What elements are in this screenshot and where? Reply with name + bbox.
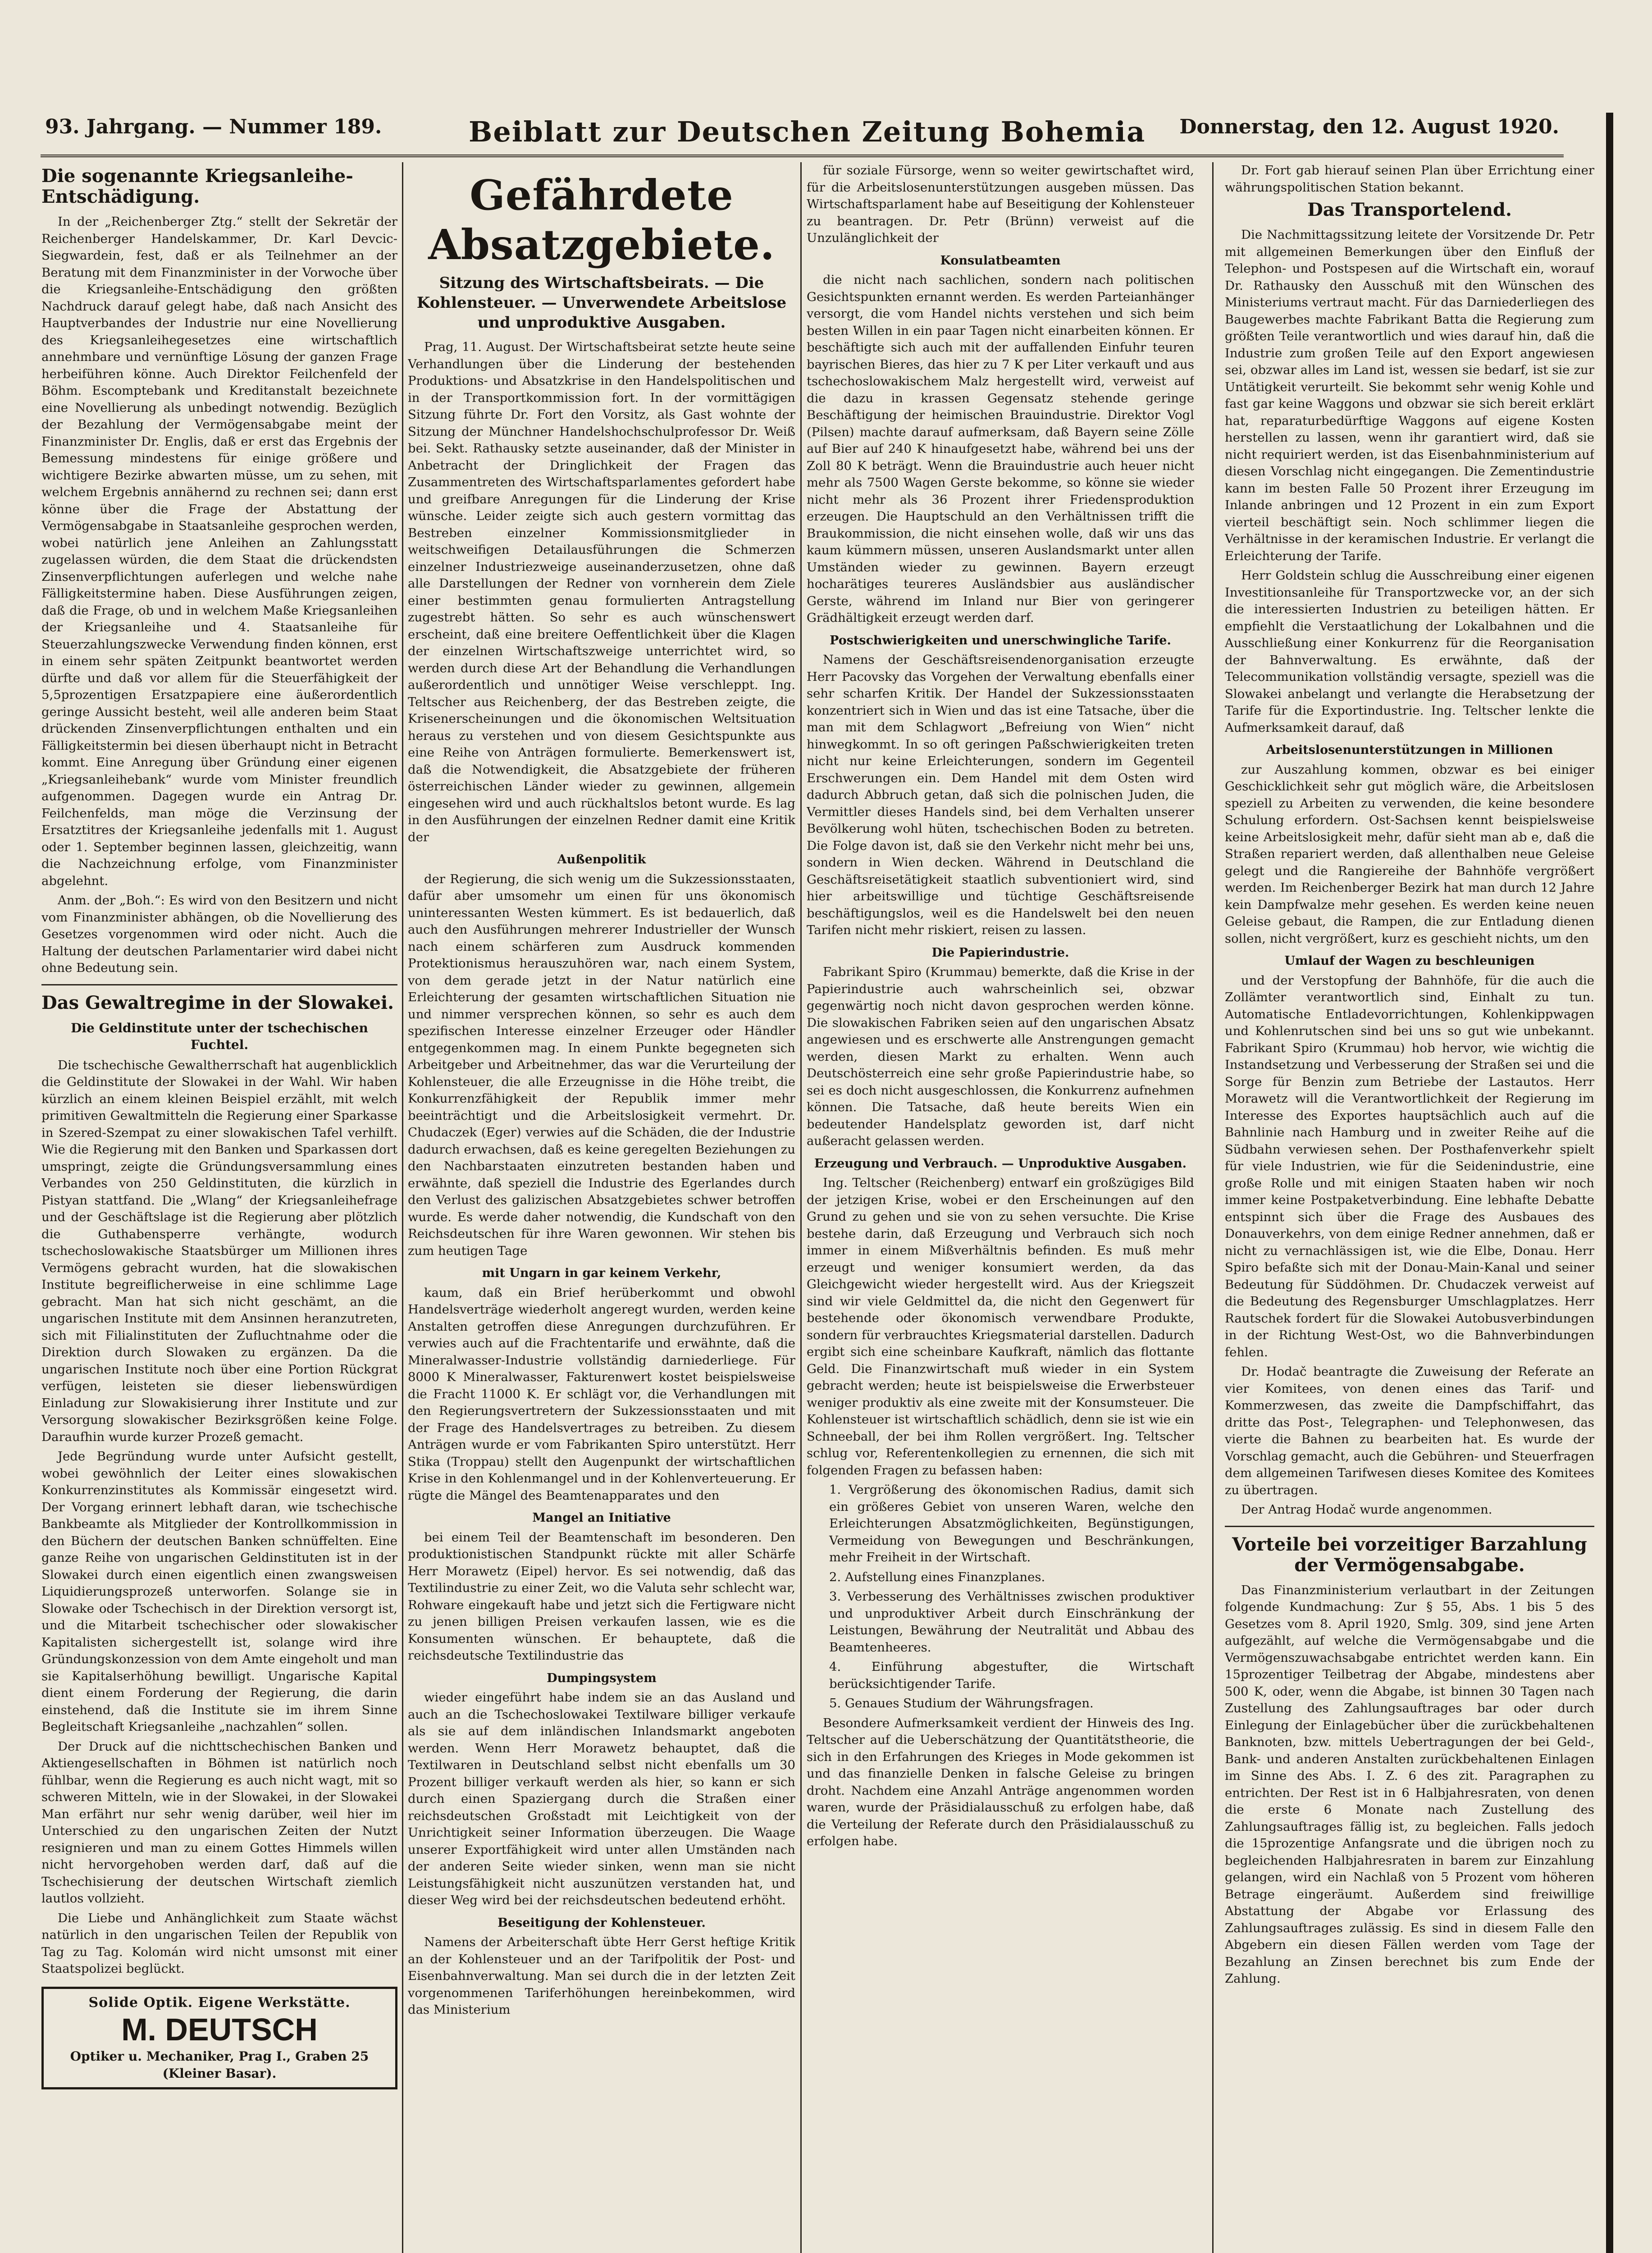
section-heading: Erzeugung und Verbrauch. — Unproduktive Ausgaben. — [814, 1156, 1187, 1171]
ad-tagline: Solide Optik. Eigene Werkstätte. — [88, 1994, 351, 2011]
article-paragraph: der Regierung, die sich wenig um die Sukzessionsstaaten, dafür aber umsomehr um einen für uns ökonomisch uninteressanten Westen kümmert. Es ist bedauerlich, daß auch den Ausführungen mehrerer Industrieller der Wunsch nach einem schärferen zum Ausdruck kommenden Protektionismus herauszuhören war, nach einem System, von dem gerade jetzt in der Natur natürlich eine Erleichterung der gesamten wirtschaftlichen Situation nie und nimmer versprechen können, so sehr es auch dem spezifischen Interesse einzelner Erzeuger oder Händler entgegenkommen mag. In einem Punkte begegneten sich Arbeitgeber und Arbeitnehmer, das war die Verurteilung der Kohlensteuer, die alle Erzeugnisse in die Höhe treibt, die Konkurrenzfähigkeit der Republik immer mehr beeinträchtigt und die Arbeitslosigkeit vermehrt. Dr. Chudaczek (Eger) verwies auf die Schäden, die der Industrie dadurch erwachsen, daß es keine geregelten Beziehungen zu den Nachbarstaaten einzutreten bestanden haben und erwähnte, daß speziell die Industrie des Egerlandes durch den Verlust des galizischen Absatzgebietes schwer betroffen wurde. Es werde daher notwendig, die Kundschaft von den Reichsdeutschen für ihre Waren gewonnen. Wir stehen bis zum heutigen Tage — [408, 871, 795, 1258]
article-headline: Das Transportelend. — [1307, 199, 1512, 220]
list-item: 2. Aufstellung eines Finanzplanes. — [829, 1569, 1045, 1584]
list-item: 5. Genaues Studium der Währungsfragen. — [829, 1696, 1094, 1710]
list-item: 3. Verbesserung des Verhältnisses zwischen produktiver und unproduktiver Arbeit durch Einschränkung der Leistungen, Bewährung der Neutralität und Abbau des Beamtenheeres. — [829, 1589, 1194, 1655]
article-paragraph: die nicht nach sachlichen, sondern nach politischen Gesichtspunkten ernannt werden. Es werden Parteianhänger versorgt, die vom Handel nichts verstehen und sich beim besten Willen in ein paar Tagen nicht einarbeiten können. Er beschäftigte sich auch mit der auffallenden Einfuhr teuren bayrischen Bieres, das hier zu 7 K per Liter verkauft und aus tschechoslowakischem Malz hergestellt wird, verweist auf die dazu in krassen Gegensatz stehende geringe Beschäftigung der heimischen Brauindustrie. Direktor Vogl (Pilsen) machte darauf aufmerksam, daß Bayern seine Zölle auf Bier auf 240 K hinaufgesetzt habe, während bei uns der Zoll 80 K beträgt. Wenn die Brauindustrie auch heuer nicht mehr als 7500 Wagen Gerste bekomme, so könne sie wieder nicht mehr als 36 Prozent ihrer Friedensproduktion erzeugen. Die Hauptschuld an den Verhältnissen trifft die Braukommission, die nicht einsehen wolle, daß wir uns das kaum kümmern müssen, unseren Auslandsmarkt unter allen Umständen wieder zu gewinnen. Bayern erzeugt hocharätiges teureres Ausländsbier aus ausländischer Gerste, während im Inland nur Bier von geringerer Grädhältigkeit erzeugt werden darf. — [807, 273, 1194, 625]
main-subheadline: Sitzung des Wirtschaftsbeirats. — Die Kohlensteuer. — Unverwendete Arbeitslose und unproduktive Ausgaben. — [416, 274, 787, 332]
advertisement-box — [41, 1987, 397, 2090]
article-paragraph: Ing. Teltscher (Reichenberg) entwarf ein großzügiges Bild der jetzigen Krise, wobei er den Erscheinungen auf den Grund zu gehen und sie von zu sehen versuchte. Die Krise bestehe darin, daß Erzeugung und Verbrauch sich noch immer in einem Mißverhältnis befinden. Es muß mehr erzeugt und weniger konsumiert werden, da das Gleichgewicht wieder hergestellt wird. Aus der Kriegszeit sind wir viele Geldmittel da, die nicht den Gegenwert für bestehende oder ökonomisch verwendbare Produkte, sondern für verbrauchtes Kriegsmaterial darstellen. Dadurch ergibt sich eine scheinbare Kaufkraft, nämlich das flottante Geld. Die Finanzwirtschaft muß wieder in ein System gebracht werden; heute ist beispielsweise die Erwerbsteuer weniger produktiv als eine zweite mit der Konsumsteuer. Die Kohlensteuer ist wirtschaftlich schädlich, denn sie ist wie ein Schneeball, der bei ihm Rollen vergrößert. Ing. Teltscher schlug vor, Referentenkollegien zu ernennen, die sich mit folgenden Fragen zu befassen haben: — [807, 1176, 1194, 1478]
article-paragraph: Prag, 11. August. Der Wirtschaftsbeirat setzte heute seine Verhandlungen über die Linderung der bestehenden Produktions- und Absatzkrise in den Handelspolitischen und in der Transportkommission fort. In der vormittägigen Sitzung führte Dr. Fort den Vorsitz, als Gast wohnte der Sitzung der Münchner Handelshochschulprofessor Dr. Weiß bei. Sekt. Rathausky setzte auseinander, daß der Minister in Anbetracht der Dringlichkeit der Fragen das Zusammentreten des Wirtschaftsparlamentes gefordert habe und greifbare Anregungen für die Linderung der Krise wünsche. Leider zeigte sich auch gestern vormittag das Bestreben einzelner Kommissionsmitglieder in weitschweifigen Detailausführungen die Schmerzen einzelner Industriezweige auseinanderzusetzen, ohne daß alle Darstellungen der Redner von vornherein dem Ziele einer bestimmten genau formulierten Antragstellung zugestrebt hätten. So sehr es auch wünschenswert erscheint, daß eine breitere Oeffentlichkeit über die Klagen der einzelnen Wirtschaftszweige unterrichtet wird, so werden durch diese Art der Behandlung die Verhandlungen außerordentlich und unnötiger Weise verschleppt. Ing. Teltscher aus Reichenberg, der das Bestreben zeigte, die Krisenerscheinungen und die ökonomischen Weltsituation heraus zu verstehen und von diesem Gesichtspunkte aus eine Reihe von Anträgen formulierte. Bemerkenswert ist, daß die Notwendigkeit, die Absatzgebiete der früheren österreichischen Länder wieder zu gewinnen, allgemein eingesehen wird und auch rückhaltslos betont wurde. Es lag in den Ausführungen der einzelnen Redner damit eine Kritik der — [408, 340, 795, 844]
list-item: 1. Vergrößerung des ökonomischen Radius, damit sich ein größeres Gebiet von unseren Waren, welche den Erleichterungen Absatzmöglichkeiten, Begünstigungen, Vermeidung von Bewegungen und Beschränkungen, mehr Freiheit in der Wirtschaft. — [829, 1482, 1194, 1564]
masthead — [41, 112, 1564, 157]
section-heading: Beseitigung der Kohlensteuer. — [497, 1916, 706, 1930]
section-heading: Konsulatbeamten — [940, 253, 1061, 268]
article-paragraph: bei einem Teil der Beamtenschaft im besonderen. Den produktionistischen Standpunkt rückte mit aller Schärfe Herr Morawetz (Eipel) hervor. Es sei notwendig, daß das Textilindustrie zu einer Zeit, wo die Valuta sehr schlecht war, Rohware eingekauft habe und jetzt sich die Fertigware nicht zu jenen billigen Preisen verkaufen lassen, wie es die Konsumenten wünschen. Er behauptete, daß die reichsdeutsche Textilindustrie das — [408, 1530, 795, 1663]
article-paragraph: Die Liebe und Anhänglichkeit zum Staate wächst natürlich in den ungarischen Teilen der Republik von Tag zu Tag. Kolomán wird nicht umsonst mit einer Staatspolizei beglückt. — [41, 1911, 397, 1976]
section-heading: Die Papierindustrie. — [931, 945, 1069, 960]
section-heading: Außenpolitik — [557, 853, 646, 867]
column-2 — [408, 162, 795, 2253]
issue-date: Donnerstag, den 12. August 1920. — [1179, 115, 1559, 138]
section-heading: Postschwierigkeiten und unerschwingliche Tarife. — [830, 633, 1171, 648]
issue-number: 93. Jahrgang. — Nummer 189. — [45, 115, 382, 138]
column-rule — [1212, 162, 1214, 2253]
article-paragraph: Jede Begründung wurde unter Aufsicht gestellt, wobei gewöhnlich der Leiter eines slowakischen Konkurrenzinstitutes als Kommissär eingesetzt wird. Der Vorgang erinnert lebhaft daran, wie tschechische Bankbeamte als Mitglieder der Kontrollkommission in den Büchern der deutschen Banken schnüffelten. Eine ganze Reihe von ungarischen Geldinstituten ist in der Slowakei durch einen eigentlich einen zwangsweisen Liquidierungsprozeß unterworfen. Solange sie in Slowake oder Tschechisch in der Direktion versorgt ist, und die Mitarbeit tschechischer oder slowakischer Kapitalisten sichergestellt ist, solange wird ihre Gründungskonzession von dem Amte eingeholt und man sie Kapitalserhöhung bewilligt. Ungarische Kapital dient einem Forderung der Regierung, die darin einstehend, daß die Institute sie im ihrem Sinne Begleitschaft Kriegsanleihe „nachzahlen“ sollen. — [41, 1449, 397, 1734]
article-subheadline: Die Geldinstitute unter der tschechischen Fuchtel. — [71, 1020, 368, 1052]
article-paragraph: In der „Reichenberger Ztg.“ stellt der Sekretär der Reichenberger Handelskammer, Dr. Karl Devcic-Siegwardein, fest, daß er als Teilnehmer an der Beratung mit dem Finanzminister in der Vorwoche über die Kriegsanleihe-Entschädigung den größten Nachdruck darauf gelegt habe, daß nach Ansicht des Hauptverbandes der Industrie nur eine Novellierung des Kriegsanleihegesetzes eine wirtschaftlich annehmbare und vernünftige Lösung der ganzen Frage herbeiführen könne. Auch Direktor Feilchenfeld der Böhm. Escomptebank und Kreditanstalt bezeichnete eine Novellierung als unbedingt notwendig. Bezüglich der Bezahlung der Vermögensabgabe meint der Finanzminister Dr. Englis, daß er erst das Ergebnis der Bemessung mindestens für einige größere und wichtigere Bezirke abwarten müsse, um zu sehen, mit welchem Ergebnis annähernd zu rechnen sei; dann erst könne über die Frage der Abstattung der Vermögensabgabe in Staatsanleihe gesprochen werden, wobei natürlich jene Anleihen an Zahlungsstatt zugelassen würden, die dem Staat die drückendsten Zinsenverpflichtungen auferlegen und welche nahe Fälligkeitstermine haben. Diese Ausführungen zeigen, daß die Frage, ob und in welchem Maße Kriegsanleihen der Kriegsanleihe und 4. Staatsanleihe für Steuerzahlungszwecke Verwendung finden können, erst in einem sehr späten Zeitpunkt beantwortet werden dürfte und daß vor allem für die Steuerfähigkeit der 5,5prozentigen Ersatzpapiere eine äußerordentlich geringe Aussicht besteht, weil alle anderen beim Staat drückenden Zinsenverpflichtungen enthalten und ein Fälligkeitstermin bei diesen überhaupt nicht in Betracht kommt. Eine Anregung über Gründung einer eigenen „Kriegsanleihebank“ wurde vom Minister freundlich aufgenommen. Dagegen wurde ein Antrag Dr. Feilchenfelds, man möge die Verzinsung der Ersatztitres der Kriegsanleihe jedenfalls mit 1. August oder 1. September beginnen lassen, gleichzeitig, wann die Nachzeichnung erfolge, vom Finanzminister abgelehnt. — [41, 214, 397, 888]
section-heading: Mangel an Initiative — [532, 1511, 671, 1525]
article-divider — [41, 984, 397, 985]
list-item: 4. Einführung abgestufter, die Wirtschaft berücksichtigender Tarife. — [829, 1660, 1194, 1691]
article-paragraph: Das Finanzministerium verlautbart in der Zeitungen folgende Kundmachung: Zur § 55, Abs. 1 bis 5 des Gesetzes vom 8. April 1920, Smlg. 309, sind jene Arten aufgezählt, auf welche die Vermögensabgabe und die Vermögenszuwachsabgabe entrichtet werden kann. Ein 15prozentiger Teilbetrag der Abgabe, mindestens aber 500 K, oder, wenn die Abgabe, ist binnen 30 Tagen nach Zustellung des Zahlungsauftrages bar oder durch Einlegung der Einlagebücher über die zurückbehaltenen Banknoten, bzw. mittels Uebertragungen der bei Geld-, Bank- und anderen Anstalten zurückbehaltenen Einlagen im Sinne des Abs. I. Z. 6 des zit. Paragraphen zu entrichten. Der Rest ist in 6 Halbjahresraten, von denen die erste 6 Monate nach Zustellung des Zahlungsauftrages fällig ist, zu begleichen. Falls jedoch die 15prozentige Anfangsrate und die übrigen noch zu begleichenden Halbjahresraten in barem zur Einzahlung gelangen, wird ein Nachlaß von 5 Prozent vom höheren Betrage eingeräumt. Außerdem sind freiwillige Abstattung der Abgabe vor Erlassung des Zahlungsauftrages zulässig. Es sind in diesem Falle den Abgebern ein diesen Fällen werden vom Tage der Bezahlung an Zinsen berechnet bis zum Ende der Zahlung. — [1225, 1583, 1594, 1986]
page-edge-border — [1606, 113, 1613, 2253]
article-paragraph: wieder eingeführt habe indem sie an das Ausland und auch an die Tschechoslowakei Textilware billiger verkaufe als sie auf dem inländischen Inlandsmarkt angeboten werden. Wenn Herr Morawetz behauptet, daß die Textilwaren in Deutschland selbst nicht ebenfalls um 30 Prozent billiger verkauft werden als hier, so kann er sich durch einen Spaziergang durch die Straßen einer reichsdeutschen Großstadt mit Leichtigkeit von der Unrichtigkeit seiner Information überzeugen. Die Waage unserer Exportfähigkeit wird unter allen Umständen nach der anderen Seite wieder sinken, wenn man sie nicht Leistungsfähigkeit nicht auszunützen verstanden hat, und dieser Weg wird bei der reichsdeutschen bedeutend erhöht. — [408, 1690, 795, 1907]
article-paragraph: Herr Goldstein schlug die Ausschreibung einer eigenen Investitionsanleihe für Transportzwecke vor, an der sich die interessierten Industrien zu beteiligen hätten. Er empfiehlt die Verstaatlichung der Lokalbahnen und die Ausschließung einer Konkurrenz für die Reorganisation der Bahnverwaltung. Es erwähnte, daß der Telecommunikation vollständig versagte, speziell was die Slowakei anbelangt und verlangte die Herabsetzung der Tarife für die Exportindustrie. Ing. Teltscher lenkte die Aufmerksamkeit darauf, daß — [1225, 568, 1594, 735]
ad-address: Optiker u. Mechaniker, Prag I., Graben 25 — [70, 2049, 369, 2064]
column-rule — [402, 162, 403, 2253]
article-headline: Das Gewaltregime in der Slowakei. — [41, 992, 394, 1013]
article-paragraph: Namens der Geschäftsreisendenorganisation erzeugte Herr Pacovsky das Vorgehen der Verwaltung ebenfalls einer sehr scharfen Kritik. Der Handel der Sukzessionsstaaten konzentriert sich in Wien und das ist eine Tatsache, über die man mit dem Schlagwort „Befreiung von Wien“ nicht hinwegkommt. In so oft geringen Paßschwierigkeiten treten nicht nur keine Erleichterungen, sondern im Gegenteil Erschwerungen ein. Dem Handel mit dem Osten wird dadurch Abbruch getan, daß sich die polnischen Juden, die Vermittler dieses Handels sind, bei dem Verhalten unserer Bevölkerung wohl hüten, tschechischen Boden zu betreten. Die Folge davon ist, daß sie den Verkehr nicht mehr bei uns, sondern in Wien decken. Während in Deutschland die Geschäftsreisetätigkeit staatlich subventioniert wird, sind hier arbeitswillige und tüchtige Geschäftsreisende beschäftigungslos, weil es die Handelswelt bei den neuen Tarifen nicht mehr riskiert, reisen zu lassen. — [807, 652, 1194, 937]
article-paragraph: Dr. Fort gab hierauf seinen Plan über Errichtung einer währungspolitischen Station bekannt. — [1225, 163, 1594, 195]
section-heading: Dumpingsystem — [547, 1671, 657, 1685]
article-paragraph: Der Druck auf die nichttschechischen Banken und Aktiengesellschaften in Böhmen ist natürlich noch fühlbar, wenn die Regierung es auch nicht wagt, mit so schweren Mitteln, wie in der Slowakei, in der Slowakei Man erfährt nur sehr wenig darüber, weil hier im Unterschied zu den ungarischen Zeiten der Nutzt resignieren und man zu einem Gottes Himmels willen nicht hervorgehoben werden darf, daß auf die Tschechisierung der deutschen Wirtschaft ziemlich lautlos vollzieht. — [41, 1739, 397, 1906]
column-3 — [807, 162, 1194, 2253]
article-paragraph: Der Antrag Hodač wurde angenommen. — [1241, 1502, 1492, 1517]
section-heading: Arbeitslosenunterstützungen in Millionen — [1266, 743, 1553, 757]
main-headline: Gefährdete Absatzgebiete. — [428, 171, 775, 269]
ad-location-note: (Kleiner Basar). — [162, 2066, 277, 2081]
article-paragraph: Die Nachmittagssitzung leitete der Vorsitzende Dr. Petr mit allgemeinen Bemerkungen über den Einfluß der Telephon- und Postspesen auf die Wirtschaft ein, worauf Dr. Rathausky den Ausschuß mit den Wünschen des Ministeriums vertraut macht. Für das Darniederliegen des Baugewerbes machte Fabrikant Batta die Regierung zum größten Teile verantwortlich und wies darauf hin, daß die Industrie zum großen Teile auf den Export angewiesen sei, obzwar alles im Land ist, wessen sie bedarf, ist sie zur Untätigkeit verurteilt. Sie bekommt sehr wenig Kohle und fast gar keine Waggons und obzwar sie sich bereit erklärt hat, reparaturbedürftige Waggons auf eigene Kosten herstellen zu lassen, wenn ihr garantiert wird, daß sie nicht requiriert werden, ist das Eisenbahnministerium auf diesen Vorschlag nicht eingegangen. Die Zementindustrie kann im besten Falle 50 Prozent ihrer Erzeugung im Inlande anbringen und 12 Prozent in ein zum Export vierteil beschäftigt sein. Noch schlimmer liegen die Verhältnisse in der keramischen Industrie. Er verlangt die Erleichterung der Tarife. — [1225, 228, 1594, 563]
article-paragraph: kaum, daß ein Brief herüberkommt und obwohl Handelsverträge wiederholt angeregt wurden, werden keine Anstalten getroffen diese Anregungen durchzuführen. Er verwies auch auf die Frachtentarife und erwähnte, daß die Mineralwasser-Industrie vollständig darniederliege. Für 8000 K Mineralwasser, Fakturenwert kostet beispielsweise die Fracht 11000 K. Er schlägt vor, die Verhandlungen mit den Regierungsvertretern der Sukzessionsstaaten und mit der Frage des Handelsvertrages zu betreiben. Zu diesem Anträgen wurde er vom Fabrikanten Spiro unterstützt. Herr Stika (Troppau) stellt den Augenpunkt der wirtschaftlichen Krise in den Kohlenmangel und in der Kohlenverteuerung. Er rügte die Mängel des Beamtenapparates und den — [408, 1285, 795, 1503]
section-heading: mit Ungarn in gar keinem Verkehr, — [482, 1266, 721, 1280]
ad-business-name: M. DEUTSCH — [121, 2012, 318, 2047]
article-paragraph: für soziale Fürsorge, wenn so weiter gewirtschaftet wird, für die Arbeitslosenunterstützungen ausgeben müssen. Das Wirtschaftsparlament habe auf Beseitigung der Kohlensteuer zu beantragen. Dr. Petr (Brünn) verweist auf die Unzulänglichkeit der — [807, 163, 1194, 245]
section-heading: Umlauf der Wagen zu beschleunigen — [1284, 954, 1535, 968]
article-headline: Vorteile bei vorzeitiger Barzahlung der Vermögensabgabe. — [1232, 1533, 1587, 1576]
article-divider — [1225, 1526, 1594, 1527]
article-paragraph: Namens der Arbeiterschaft übte Herr Gerst heftige Kritik an der Kohlensteuer und an der Tarifpolitik der Post- und Eisenbahnverwaltung. Man sei durch die in der letzten Zeit vorgenommenen Tariferhöhungen hereinbekommen, wird das Ministerium — [408, 1935, 795, 2017]
article-paragraph: Besondere Aufmerksamkeit verdient der Hinweis des Ing. Teltscher auf die Ueberschätzung der Quantitätstheorie, die sich in den Erfahrungen des Krieges in Mode gekommen ist und das finanzielle Denken in falsche Geleise zu bringen droht. Nachdem eine Anzahl Anträge angenommen worden waren, wurde der Präsidialausschuß zu erfolgen habe, daß die Verteilung der Referate durch den Präsidialausschuß zu erfolgen habe. — [807, 1715, 1194, 1848]
article-headline: Die sogenannte Kriegsanleihe-Entschädigung. — [41, 165, 353, 207]
column-rule — [800, 162, 802, 2253]
article-paragraph: Die tschechische Gewaltherrschaft hat augenblicklich die Geldinstitute der Slowakei in der Wahl. Wir haben kürzlich an einem kleinen Beispiel erzählt, mit welch primitiven Gewaltmitteln die Regierung einer Sparkasse in Szered-Szempat zu einer slowakischen Tafel verhilft. Wie die Regierung mit den Banken und Sparkassen dort umspringt, zeigte die Gründungsversammlung eines Verbandes von 250 Geldinstituten, die kürzlich in Pistyan stattfand. Die „Wlang“ der Kriegsanleihefrage und der Geschäftslage ist die Regierung aber plötzlich die Guthabensperre verhängte, wodurch tschechoslowakische Staatsbürger um Millionen ihres Vermögens gebracht wurden, hat die slowakischen Institute begreiflicherweise in eine schlimme Lage gebracht. Man hat sich nicht geschämt, an die ungarischen Institute mit dem Ansinnen heranzutreten, sich mit Filialinstituten der Zufluchtnahme oder die Direktion durch Slowaken zu ergänzen. Da die ungarischen Institute noch über eine Portion Rückgrat verfügen, leisteten sie dieser liebenswürdigen Einladung zur Slowakisierung ihrer Institute und zur Versorgung slowakischer Bezirksgrößen keine Folge. Daraufhin wurde kurzer Prozeß gemacht. — [41, 1058, 397, 1444]
numbered-list — [807, 1482, 1194, 1712]
article-paragraph: und der Verstopfung der Bahnhöfe, für die auch die Zollämter verantwortlich sind, Einhalt zu tun. Automatische Entladevorrichtungen, Kohlenkippwagen und Kohlenrutschen sind bei uns so gut wie unbekannt. Fabrikant Spiro (Krummau) hob hervor, wie wichtig die Instandsetzung und Verbesserung der Straßen sei und die Sorge für Benzin zum Betriebe der Lastautos. Herr Morawetz will die Verantwortlichkeit der Regierung im Interesse des Exportes hauptsächlich auch auf die Bahnlinie nach Hamburg und in zweiter Reihe auf die Südbahn verwiesen sehen. Der Posthafenverkehr spielt für viele Industrien, wie für die Seidenindustrie, eine große Rolle und mit einigen Staaten haben wir noch immer keine Postpaketverbindung. Eine lebhafte Debatte entspinnt sich über die Frage des Ausbaues des Donauverkehrs, von dem einige Redner annehmen, daß er nicht zu vernachlässigen ist, wie die Elbe, Donau. Herr Spiro befaßte sich mit der Donau-Main-Kanal und seiner Bedeutung für Süddöhmen. Dr. Chudaczek verweist auf die Bedeutung des Regensburger Umschlagplatzes. Herr Rautschek fordert für die Slowakei Autobusverbindungen in der Richtung West-Ost, wo die Bahnverbindungen fehlen. — [1225, 973, 1594, 1359]
newspaper-title: Beiblatt zur Deutschen Zeitung Bohemia — [469, 115, 1146, 148]
article-paragraph: Anm. der „Boh.“: Es wird von den Besitzern und nicht vom Finanzminister abhängen, ob die Novellierung des Gesetzes vorgenommen wird oder nicht. Auch die Haltung der deutschen Parlamentarier wird dabei nicht ohne Bedeutung sein. — [41, 893, 397, 975]
column-4 — [1225, 162, 1594, 2253]
article-paragraph: zur Auszahlung kommen, obzwar es bei einiger Geschicklichkeit sehr gut möglich wäre, die Arbeitslosen speziell zu Arbeiten zu verwenden, die keine besondere Schulung erfordern. Ost-Sachsen kennt beispielsweise keine Arbeitslosigkeit mehr, dafür sieht man ab e, daß die Straßen repariert werden, daß allenthalben neue Geleise gelegt und die Rangiereihe der Bahnhöfe vergrößert werden. Im Reichenberger Bezirk hat man durch 12 Jahre kein Dampfwalze mehr gesehen. Es werden keine neuen Geleise gebaut, die Rampen, die zur Entladung dienen sollen, nicht vergrößert, kurz es geschieht nichts, um den — [1225, 762, 1594, 946]
article-paragraph: Dr. Hodač beantragte die Zuweisung der Referate an vier Komitees, von denen eines das Tarif- und Kommerzwesen, das zweite die Dampfschiffahrt, das dritte das Post-, Telegraphen- und Telephonwesen, das vierte die Bahnen zu bearbeiten hat. Es wurde der Vorschlag gemacht, auch die Gebühren- und Steuerfragen dem allgemeinen Tarifwesen dieses Komitee des Komitees zu übertragen. — [1225, 1364, 1594, 1497]
article-paragraph: Fabrikant Spiro (Krummau) bemerkte, daß die Krise in der Papierindustrie auch wahrscheinlich sei, obzwar gegenwärtig noch nicht davon gesprochen werden könne. Die slowakischen Fabriken seien auf den ungarischen Absatz angewiesen und es erschwerte alle Anstrengungen gemacht werden, diesen Markt zu erhalten. Wenn auch Deutschösterreich eine sehr große Papierindustrie habe, so sei es doch nicht ausgeschlossen, die Konkurrenz aufnehmen können. Die Tatsache, daß heute bereits Wien ein bedeutender Handelsplatz geworden ist, darf nicht außeracht gelassen werden. — [807, 965, 1194, 1148]
column-1 — [41, 162, 397, 2253]
